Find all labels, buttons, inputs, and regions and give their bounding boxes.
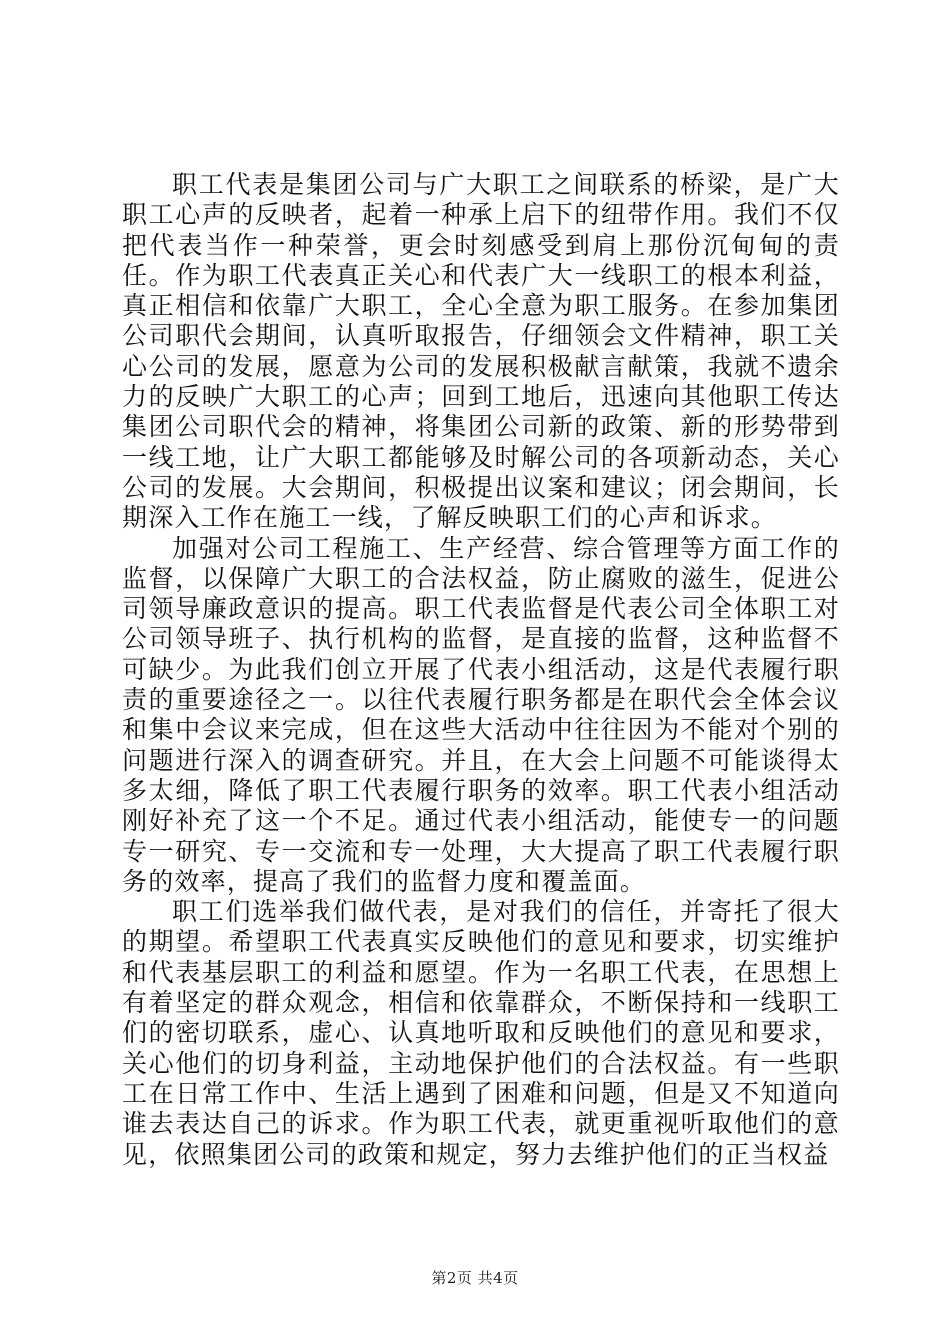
paragraph: 加强对公司工程施工、生产经营、综合管理等方面工作的监督，以保障广大职工的合法权益，防止腐败的滋生，促进公司领导廉政意识的提高。职工代表监督是代表公司全体职工对公司领导班子、执行机构的监督，是直接的监督，这种监督不可缺少。为此我们创立开展了代表小组活动，这是代表履行职责的重要途径之一。以往代表履行职务都是在职代会全体会议和集中会议来完成，但在这些大活动中往往因为不能对个别的问题进行深入的调查研究。并且，在大会上问题不可能谈得太多太细，降低了职工代表履行职务的效率。职工代表小组活动刚好补充了这一个不足。通过代表小组活动，能使专一的问题专一研究、专一交流和专一处理，大大提高了职工代表履行职务的效率，提高了我们的监督力度和覆盖面。 (122, 533, 840, 896)
document-body (122, 170, 840, 1170)
paragraph: 职工代表是集团公司与广大职工之间联系的桥梁，是广大职工心声的反映者，起着一种承上启下的纽带作用。我们不仅把代表当作一种荣誉，更会时刻感受到肩上那份沉甸甸的责任。作为职工代表真正关心和代表广大一线职工的根本利益，真正相信和依靠广大职工，全心全意为职工服务。在参加集团公司职代会期间，认真听取报告，仔细领会文件精神，职工关心公司的发展，愿意为公司的发展积极献言献策，我就不遗余力的反映广大职工的心声；回到工地后，迅速向其他职工传达集团公司职代会的精神，将集团公司新的政策、新的形势带到一线工地，让广大职工都能够及时解公司的各项新动态，关心公司的发展。大会期间，积极提出议案和建议；闭会期间，长期深入工作在施工一线，了解反映职工们的心声和诉求。 (122, 170, 840, 533)
page-footer: 第2页 共4页 (431, 1269, 519, 1287)
paragraph: 职工们选举我们做代表，是对我们的信任，并寄托了很大的期望。希望职工代表真实反映他们的意见和要求，切实维护和代表基层职工的利益和愿望。作为一名职工代表，在思想上有着坚定的群众观念，相信和依靠群众，不断保持和一线职工们的密切联系，虚心、认真地听取和反映他们的意见和要求，关心他们的切身利益，主动地保护他们的合法权益。有一些职工在日常工作中、生活上遇到了困难和问题，但是又不知道向谁去表达自己的诉求。作为职工代表，就更重视听取他们的意见，依照集团公司的政策和规定，努力去维护他们的正当权益 (122, 897, 840, 1169)
